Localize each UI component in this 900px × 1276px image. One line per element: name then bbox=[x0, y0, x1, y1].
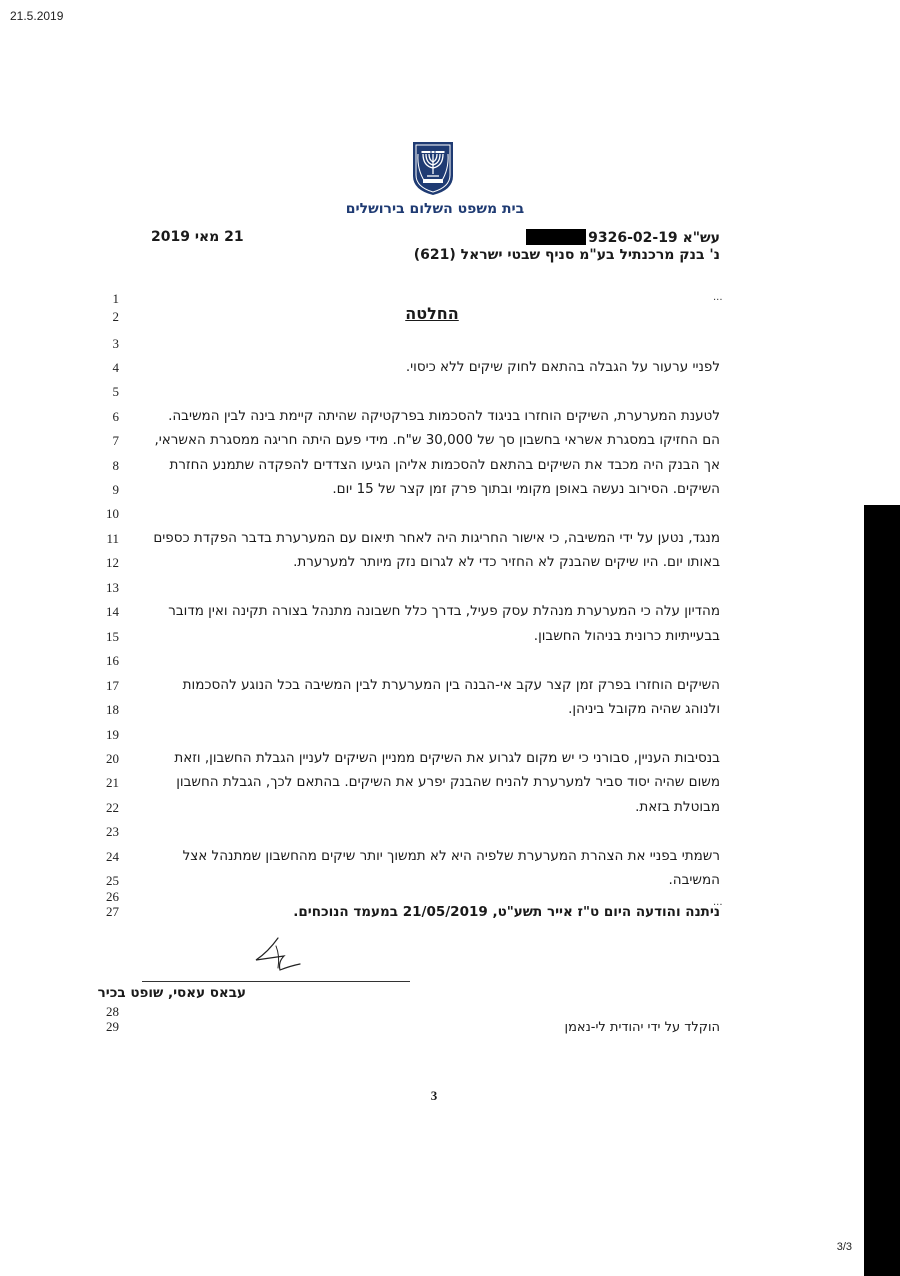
scan-edge-bar bbox=[864, 505, 900, 1276]
line-number: 26 bbox=[106, 889, 119, 904]
line-number: 11 bbox=[106, 531, 119, 546]
line-number: 28 bbox=[106, 1004, 119, 1019]
body-line: השיקים. הסירוב נעשה באופן מקומי ובתוך פרק זמן קצר של 15 יום. bbox=[332, 481, 720, 497]
body-line: ולנוהג שהיה מקובל ביניהן. bbox=[568, 701, 720, 717]
line-number: 16 bbox=[106, 653, 119, 668]
case-date: 21 מאי 2019 bbox=[151, 229, 244, 245]
line-number: 6 bbox=[112, 409, 119, 424]
line-number: 15 bbox=[106, 629, 119, 644]
body-line: בבעייתיות כרונית בניהול החשבון. bbox=[533, 628, 720, 644]
court-name: בית משפט השלום בירושלים bbox=[345, 201, 525, 217]
recorded-by: הוקלד על ידי יהודית לי-נאמן bbox=[564, 1020, 720, 1035]
handwritten-signature-icon bbox=[250, 934, 310, 974]
body-line: בנסיבות העניין, סבורני כי יש מקום לגרוע את השיקים ממניין השיקים לעניין הגבלת החשבון, וזאת bbox=[174, 750, 720, 766]
body-line: באותו יום. היו שיקים שהבנק לא החזיר כדי לא לגרום נזק מיותר למערערת. bbox=[293, 554, 720, 570]
line-number: 23 bbox=[106, 824, 119, 839]
print-date: 21.5.2019 bbox=[10, 9, 64, 23]
line-number: 17 bbox=[106, 678, 119, 693]
line-number: 1 bbox=[112, 291, 119, 306]
state-emblem-menorah-icon bbox=[409, 140, 457, 196]
body-line: לטענת המערערת, השיקים הוחזרו בניגוד להסכמות בפרקטיקה שהיתה קיימת בינה לבין המשיבה. bbox=[168, 408, 720, 424]
body-line: מבוטלת בזאת. bbox=[635, 799, 720, 815]
line-number: 19 bbox=[106, 727, 119, 742]
line-number: 20 bbox=[106, 751, 119, 766]
ellipsis-bottom: ... bbox=[713, 897, 723, 908]
ellipsis-top: ... bbox=[713, 292, 723, 303]
line-number: 13 bbox=[106, 580, 119, 595]
body-line: הם החזיקו במסגרת אשראי בחשבון סך של 30,000 ש"ח. מידי פעם היתה חריגה ממסגרת האשראי, bbox=[154, 432, 720, 448]
line-number: 3 bbox=[112, 336, 119, 351]
line-number: 12 bbox=[106, 555, 119, 570]
line-number: 5 bbox=[112, 384, 119, 399]
line-number: 22 bbox=[106, 800, 119, 815]
line-number: 18 bbox=[106, 702, 119, 717]
decision-title: החלטה bbox=[405, 304, 459, 323]
judge-name: עבאס עאסי, שופט בכיר bbox=[97, 985, 246, 1001]
line-number: 24 bbox=[106, 849, 119, 864]
line-number: 2 bbox=[112, 309, 119, 324]
line-number: 10 bbox=[106, 506, 119, 521]
body-line: מהדיון עלה כי המערערת מנהלת עסק פעיל, בדרך כלל חשבונה מתנהל בצורה תקינה ואין מדובר bbox=[168, 603, 720, 619]
body-line: מנגד, נטען על ידי המשיבה, כי אישור החריגות היה לאחר תיאום עם המערערת בדבר הפקדת כספים bbox=[153, 530, 720, 546]
redacted-name-box bbox=[526, 229, 586, 245]
case-number-prefix: עש"א bbox=[682, 230, 720, 246]
line-number: 25 bbox=[106, 873, 119, 888]
given-line: ניתנה והודעה היום ט"ז אייר תשע"ט, 21/05/2019 במעמד הנוכחים. bbox=[293, 904, 720, 920]
line-number: 4 bbox=[112, 360, 119, 375]
case-parties: נ' בנק מרכנתיל בע"מ סניף שבטי ישראל (621) bbox=[413, 247, 720, 263]
line-number: 7 bbox=[112, 433, 119, 448]
body-line: המשיבה. bbox=[668, 872, 720, 888]
line-number: 8 bbox=[112, 458, 119, 473]
body-line: אך הבנק היה מכבד את השיקים בהתאם להסכמות אליהן הגיעו הצדדים להפקדה שתמנע החזרת bbox=[169, 457, 720, 473]
line-number: 29 bbox=[106, 1019, 119, 1034]
body-line: רשמתי בפניי את הצהרת המערערת שלפיה היא לא תמשוך יותר שיקים מהחשבון שמתנהל אצל bbox=[182, 848, 720, 864]
case-number bbox=[526, 229, 720, 246]
body-line: לפניי ערעור על הגבלה בהתאם לחוק שיקים ללא כיסוי. bbox=[405, 359, 720, 375]
page-count: 3/3 bbox=[836, 1241, 852, 1253]
signature-line bbox=[142, 981, 410, 982]
body-line: השיקים הוחזרו בפרק זמן קצר עקב אי-הבנה בין המערערת לבין המשיבה בכל הנוגע להסכמות bbox=[182, 677, 720, 693]
line-number: 21 bbox=[106, 775, 119, 790]
case-number-suffix: 9326-02-19 bbox=[588, 230, 678, 246]
body-line: משום שהיה יסוד סביר למערערת להניח שהבנק יפרע את השיקים. בהתאם לכך, הגבלת החשבון bbox=[176, 774, 720, 790]
line-number: 9 bbox=[112, 482, 119, 497]
line-number: 14 bbox=[106, 604, 119, 619]
page-number: 3 bbox=[430, 1088, 438, 1103]
line-number: 27 bbox=[106, 904, 119, 919]
